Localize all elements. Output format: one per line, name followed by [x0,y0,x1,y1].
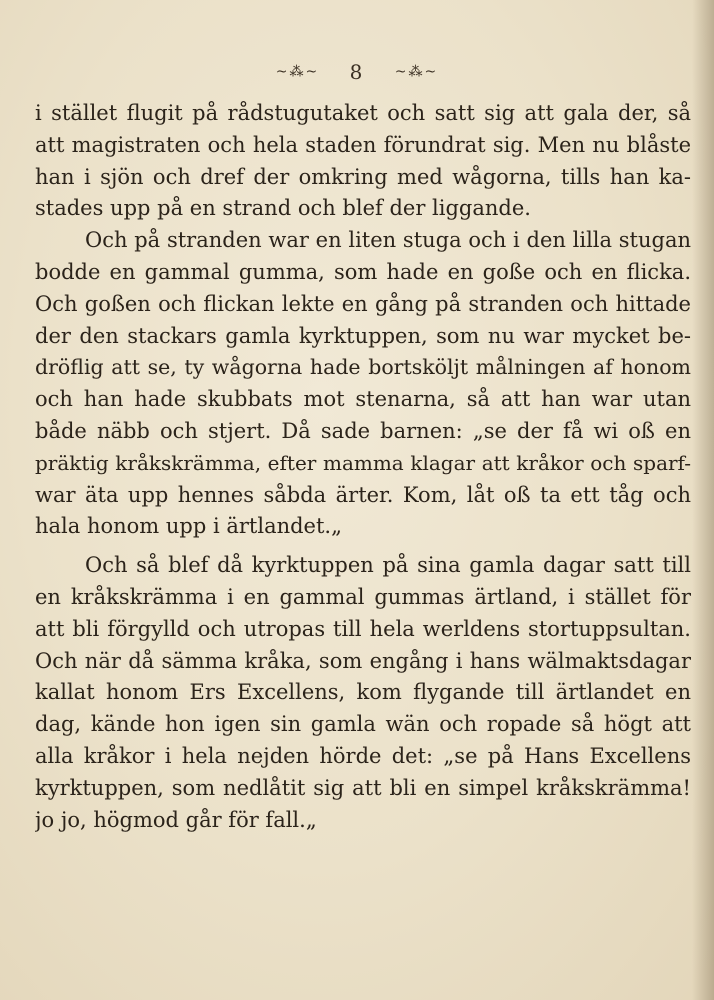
text-line: Och på stranden war en liten stuga och i den lilla stugan [85,228,691,253]
text-line: dröflig att se, ty wågorna hade bortsköljt målningen af honom [35,355,691,380]
text-line: Och så blef då kyrktuppen på sina gamla dagar satt till [85,553,691,578]
body-text [35,98,691,836]
text-line: han i sjön och dref der omkring med wågorna, tills han ka- [35,164,691,189]
text-line: bodde en gammal gumma, som hade en goße och en flicka. [35,259,691,284]
page-number: 8 [349,59,365,84]
ornament-left-icon: ~⁂~ [275,63,320,80]
text-line: en kråkskrämma i en gammal gummas ärtland, i stället för [35,584,691,609]
ornament-right-icon: ~⁂~ [394,63,439,80]
text-line: jo jo, högmod går för fall.„ [35,807,317,832]
text-line: kallat honom Ers Excellens, kom flygande till ärtlandet en [35,680,691,705]
text-line: der den stackars gamla kyrktuppen, som nu war mycket be- [35,323,691,348]
page-header [0,58,714,84]
text-line: kyrktuppen, som nedlåtit sig att bli en simpel kråkskrämma! [35,775,691,800]
text-line: i stället flugit på rådstugutaket och satt sig att gala der, så [35,101,691,125]
text-line: stades upp på en strand och blef der liggande. [35,196,531,221]
text-line: Och när då sämma kråka, som engång i hans wälmaktsdagar [35,648,691,673]
text-line: både näbb och stjert. Då sade barnen: „se der få wi oß en [35,418,691,443]
text-line: Och goßen och flickan lekte en gång på stranden och hittade [35,291,691,316]
text-line: dag, kände hon igen sin gamla wän och ropade så högt att [35,712,691,737]
text-line: war äta upp hennes såbda ärter. Kom, låt oß ta ett tåg och [35,482,691,507]
text-line: hala honom upp i ärtlandet.„ [35,514,342,539]
text-line: och han hade skubbats mot stenarna, så att han war utan [35,387,691,412]
text-line: alla kråkor i hela nejden hörde det: „se på Hans Excellens [35,743,691,768]
text-line: att bli förgylld och utropas till hela werldens stortuppsultan. [35,616,691,641]
page-edge-shadow [692,0,714,1000]
text-line: att magistraten och hela staden förundrat sig. Men nu blåste [35,132,691,157]
text-line: präktig kråkskrämma, efter mamma klagar att kråkor och sparf- [35,450,691,475]
